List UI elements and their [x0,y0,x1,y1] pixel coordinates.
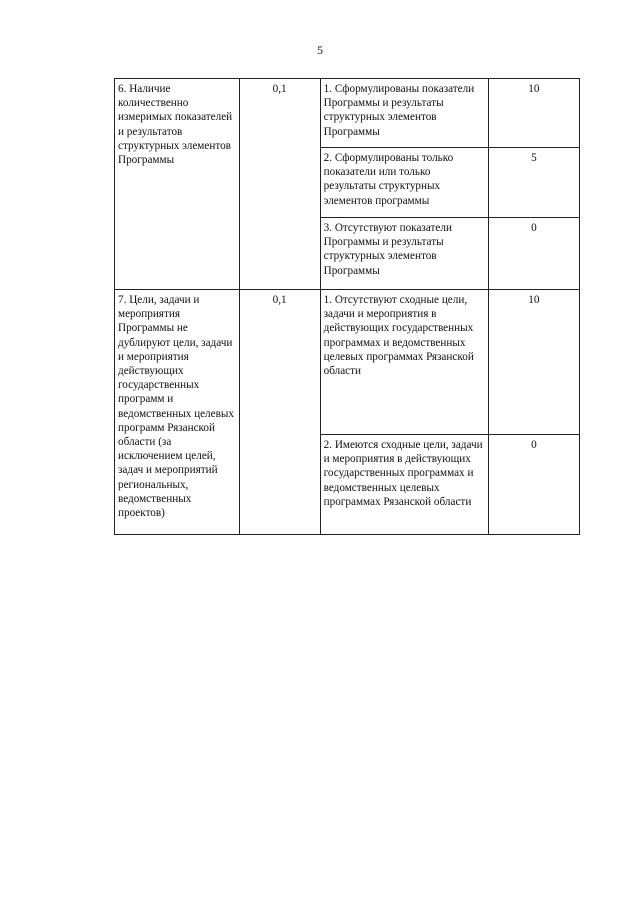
criteria-table [114,78,580,535]
criterion-7-row-1 [115,290,580,435]
criterion-6-answer-1: 1. Сформулированы показатели Программы и результаты структурных элементов Программы [320,79,488,148]
criterion-7-weight: 0,1 [239,290,320,535]
criterion-7-answer-1: 1. Отсутствуют сходные цели, задачи и мероприятия в действующих государственных программах и ведомственных целевых программах Рязанской области [320,290,488,435]
criterion-6-answer-3: 3. Отсутствуют показатели Программы и результаты структурных элементов Программы [320,218,488,290]
page-number: 5 [317,43,323,57]
criterion-6-score-1: 10 [488,79,579,148]
criterion-7-score-2: 0 [488,435,579,535]
criterion-6-row-1 [115,79,580,148]
criterion-6-weight: 0,1 [239,79,320,290]
criterion-6-score-3: 0 [488,218,579,290]
criterion-7-answer-2: 2. Имеются сходные цели, задачи и мероприятия в действующих государственных программах и ведомственных целевых программах Рязанской области [320,435,488,535]
criterion-7-text: 7. Цели, задачи и мероприятия Программы не дублируют цели, задачи и мероприятия действующих государственных программ и ведомственных целевых программ Рязанской области (за исключением целей, задач и мероприятий региональных, ведомственных проектов) [115,290,240,535]
criterion-6-answer-2: 2. Сформулированы только показатели или только результаты структурных элементов программы [320,148,488,218]
criterion-7-score-1: 10 [488,290,579,435]
criterion-6-score-2: 5 [488,148,579,218]
criterion-6-text: 6. Наличие количественно измеримых показателей и результатов структурных элементов Программы [115,79,240,290]
